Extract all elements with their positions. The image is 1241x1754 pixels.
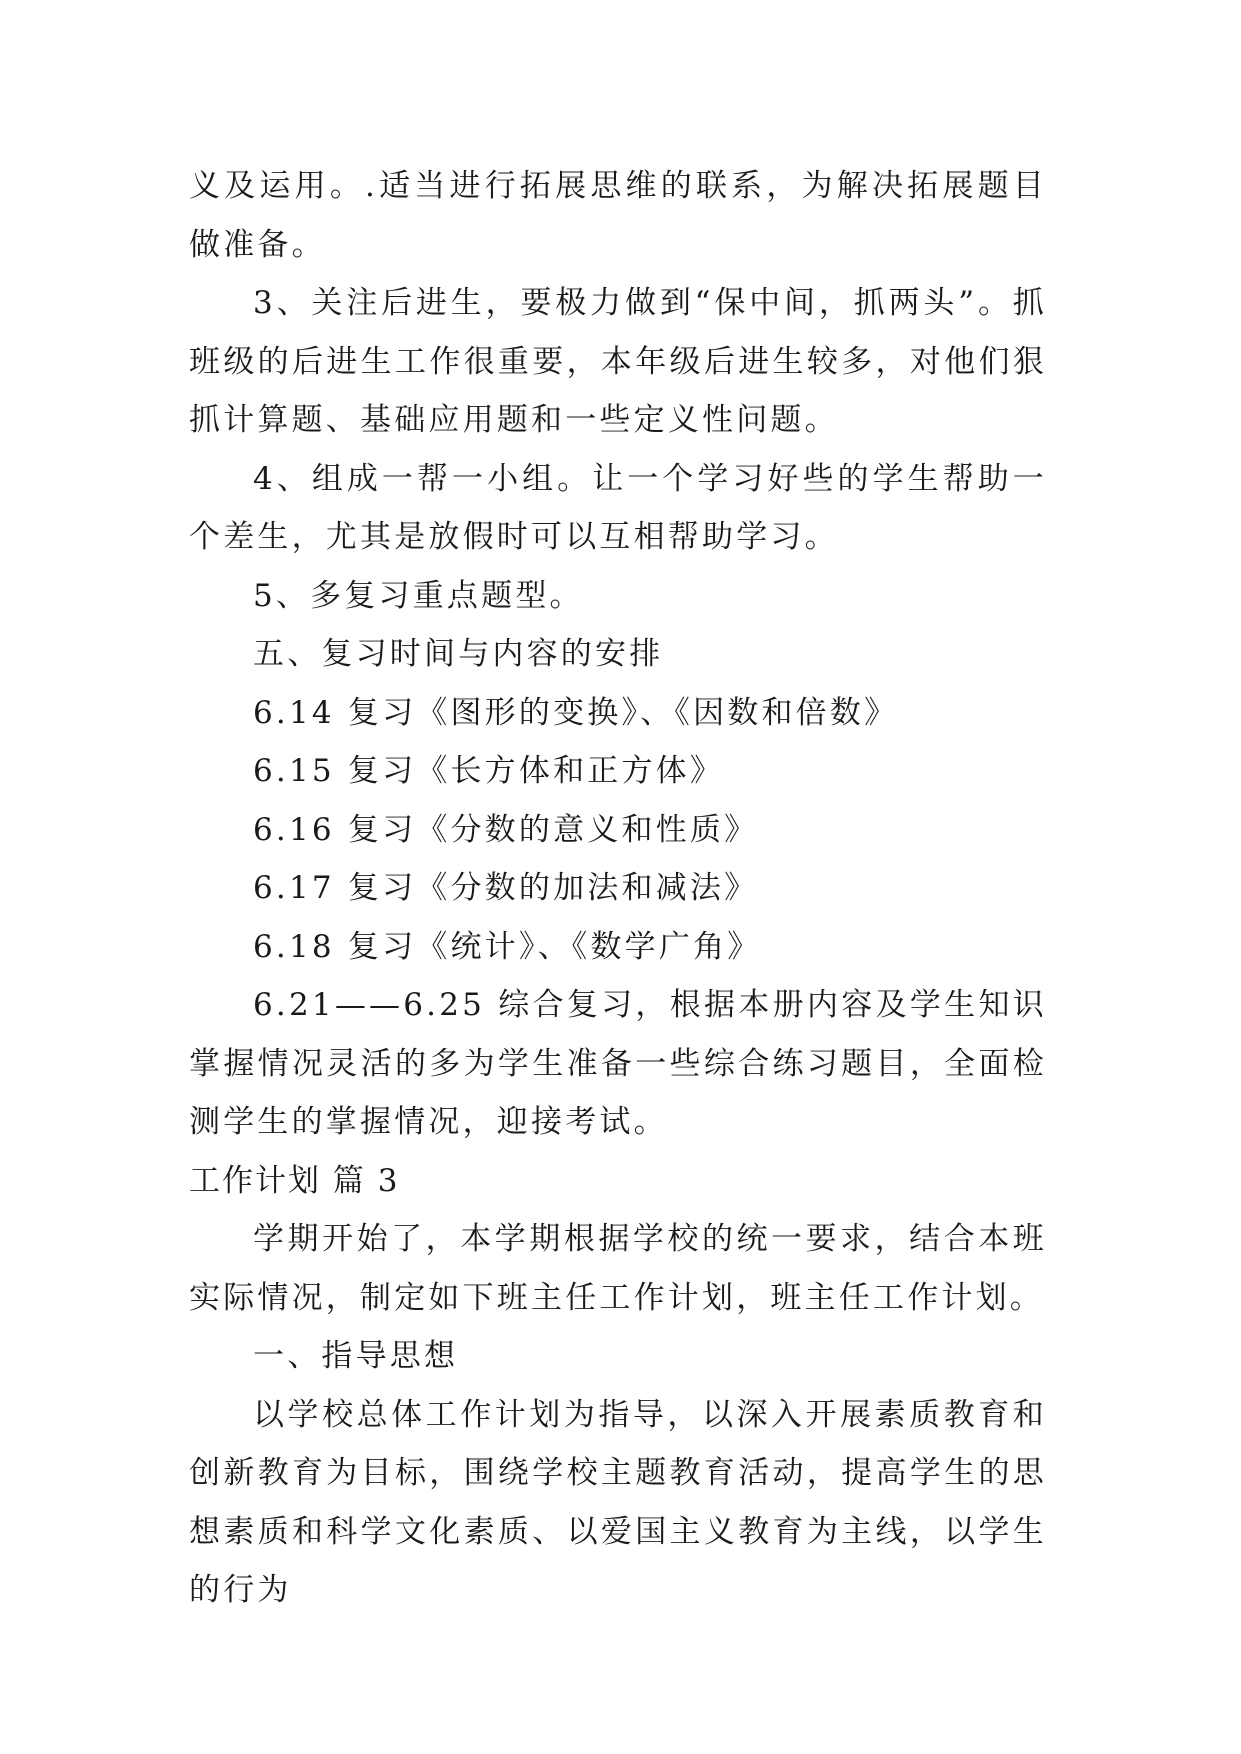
schedule-line-6-15: 6.15 复习《长方体和正方体》 [253,753,725,789]
paragraph-guiding-ideology: 以学校总体工作计划为指导，以深入开展素质教育和创新教育为目标，围绕学校主题教育活动，提高学生的思想素质和科学文化素质、以爱国主义教育为主线，以学生的行为 [189,1396,1047,1608]
schedule-line-6-17: 6.17 复习《分数的加法和减法》 [253,870,759,906]
section-heading-schedule: 五、复习时间与内容的安排 [253,636,664,672]
paragraph-item-5: 5、多复习重点题型。 [253,577,584,614]
paragraph-intro: 学期开始了，本学期根据学校的统一要求，结合本班实际情况，制定如下班主任工作计划，班主任工作计划。 [189,1221,1047,1316]
plan-title: 工作计划 篇 3 [189,1162,400,1199]
paragraph-item-3: 3、关注后进生，要极力做到“保中间，抓两头”。抓班级的后进生工作很重要，本年级后进生较多，对他们狠抓计算题、基础应用题和一些定义性问题。 [189,285,1047,438]
section-heading-guiding-ideology: 一、指导思想 [253,1338,459,1374]
paragraph-continuation: 义及运用。.适当进行拓展思维的联系，为解决拓展题目做准备。 [189,168,1047,263]
paragraph-item-4: 4、组成一帮一小组。让一个学习好些的学生帮助一个差生，尤其是放假时可以互相帮助学习。 [189,460,1047,555]
document-body [189,157,1047,1620]
schedule-line-6-14: 6.14 复习《图形的变换》、《因数和倍数》 [253,694,899,731]
schedule-line-6-21: 6.21——6.25 综合复习，根据本册内容及学生知识掌握情况灵活的多为学生准备一些综合练习题目，全面检测学生的掌握情况，迎接考试。 [189,987,1047,1140]
schedule-line-6-18: 6.18 复习《统计》、《数学广角》 [253,928,762,965]
schedule-line-6-16: 6.16 复习《分数的意义和性质》 [253,811,759,848]
